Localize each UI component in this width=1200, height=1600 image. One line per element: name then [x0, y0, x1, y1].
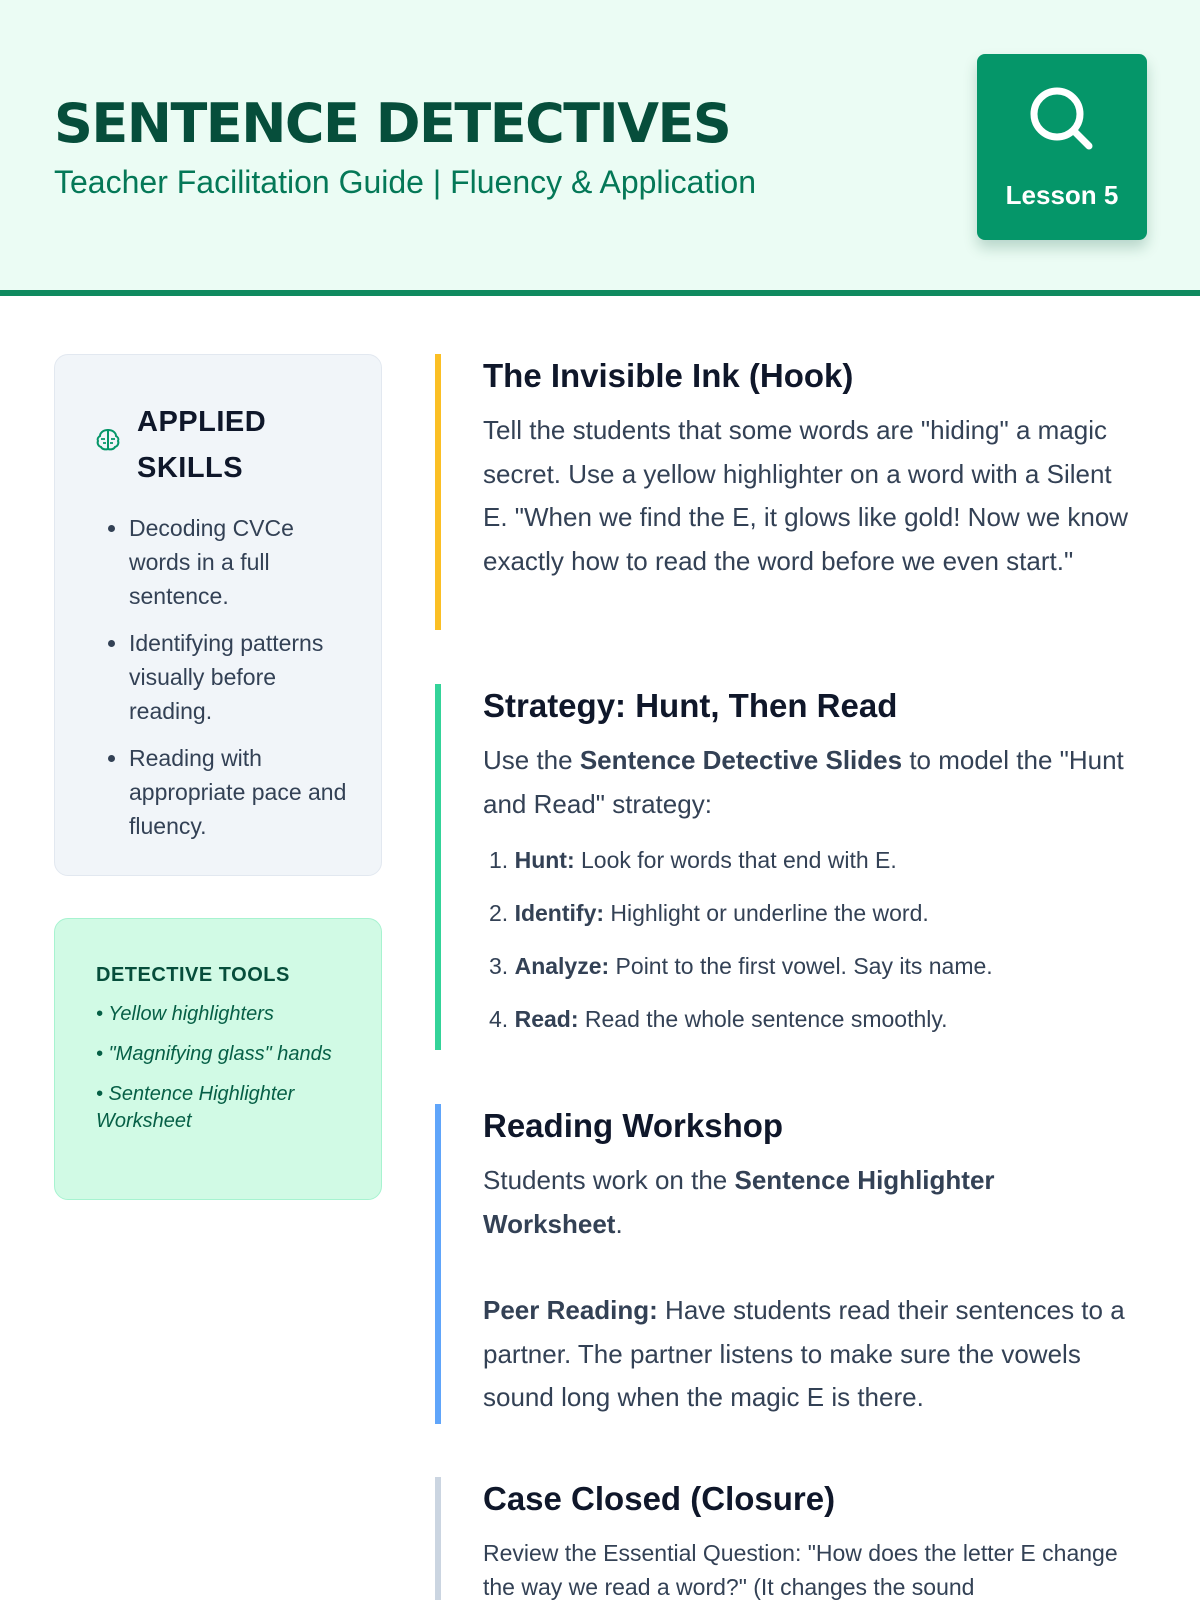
- body-text: Students work on the: [483, 1165, 735, 1195]
- section-body: Tell the students that some words are "hiding" a magic secret. Use a yellow highlighter on a word with a Silent E. "When we find the E, it glows like gold! Now we know exactly how to read the word before we even start.": [483, 415, 1129, 576]
- section-title: The Invisible Ink (Hook): [483, 357, 854, 394]
- detective-tools-card: [54, 918, 382, 1200]
- workshop-section: [435, 1104, 1135, 1424]
- step-number: 1.: [489, 847, 509, 873]
- peer-reading-note: [483, 1289, 1135, 1420]
- peer-reading-text: Have students read their sentences to a partner. The partner listens to make sure the vowels sound long when the magic E is there.: [483, 1295, 1125, 1412]
- intro-text: to model the "Hunt and Read" strategy:: [483, 745, 1124, 819]
- step-label: Read:: [514, 1006, 579, 1032]
- step-number: 4.: [489, 1006, 509, 1032]
- section-body: [483, 739, 1135, 826]
- section-title: Case Closed (Closure): [483, 1480, 836, 1517]
- step-label: Analyze:: [514, 953, 610, 979]
- detective-tools-title: DETECTIVE TOOLS: [96, 964, 290, 986]
- section-title: Strategy: Hunt, Then Read: [483, 687, 898, 724]
- applied-skills-list: [129, 511, 359, 856]
- step-text: Look for words that end with E.: [574, 847, 897, 873]
- step-label: Identify:: [514, 900, 605, 926]
- hook-section: [435, 354, 1135, 630]
- step-number: 2.: [489, 900, 509, 926]
- closure-section: [435, 1477, 1135, 1600]
- section-body: [483, 1159, 1135, 1246]
- step-item: [483, 950, 1135, 982]
- lesson-header: [0, 0, 1200, 296]
- step-item: [483, 844, 1135, 876]
- list-item: • Identifying patterns visually before reading.: [129, 626, 359, 728]
- list-item: • Reading with appropriate pace and fluency.: [129, 741, 359, 843]
- body-text: .: [615, 1208, 623, 1239]
- page-title: SENTENCE DETECTIVES: [54, 92, 731, 155]
- lesson-number: Lesson 5: [1005, 180, 1119, 210]
- peer-reading-label: Peer Reading:: [483, 1295, 658, 1325]
- worksheet-name: Sentence Highlighter Worksheet: [483, 1165, 995, 1239]
- step-item: [483, 897, 1135, 929]
- list-item: • Decoding CVCe words in a full sentence.: [129, 511, 359, 613]
- strategy-section: [435, 684, 1135, 1050]
- detective-tools-list: [96, 1001, 356, 1148]
- list-item: • "Magnifying glass" hands: [96, 1043, 332, 1065]
- step-item: [483, 1003, 1135, 1035]
- brain-icon: [95, 427, 121, 453]
- list-item: • Sentence Highlighter Worksheet: [96, 1083, 295, 1132]
- step-text: Point to the first vowel. Say its name.: [609, 953, 993, 979]
- step-text: Highlight or underline the word.: [604, 900, 929, 926]
- slides-name: Sentence Detective Slides: [579, 745, 903, 775]
- search-icon: [1027, 84, 1097, 154]
- intro-text: Use the: [483, 745, 580, 775]
- applied-skills-card: [54, 354, 382, 876]
- strategy-steps: [483, 844, 1135, 1035]
- page-subtitle: Teacher Facilitation Guide | Fluency & Application: [54, 164, 757, 200]
- step-label: Hunt:: [514, 847, 575, 873]
- step-text: Read the whole sentence smoothly.: [578, 1006, 948, 1032]
- section-title: Reading Workshop: [483, 1107, 784, 1144]
- list-item: • Yellow highlighters: [96, 1003, 274, 1025]
- step-number: 3.: [489, 953, 509, 979]
- lesson-badge: [977, 54, 1147, 240]
- section-body: Review the Essential Question: "How does the letter E change the way we read a word?" (It changes the sound: [483, 1540, 1118, 1600]
- applied-skills-title: APPLIED SKILLS: [137, 406, 267, 484]
